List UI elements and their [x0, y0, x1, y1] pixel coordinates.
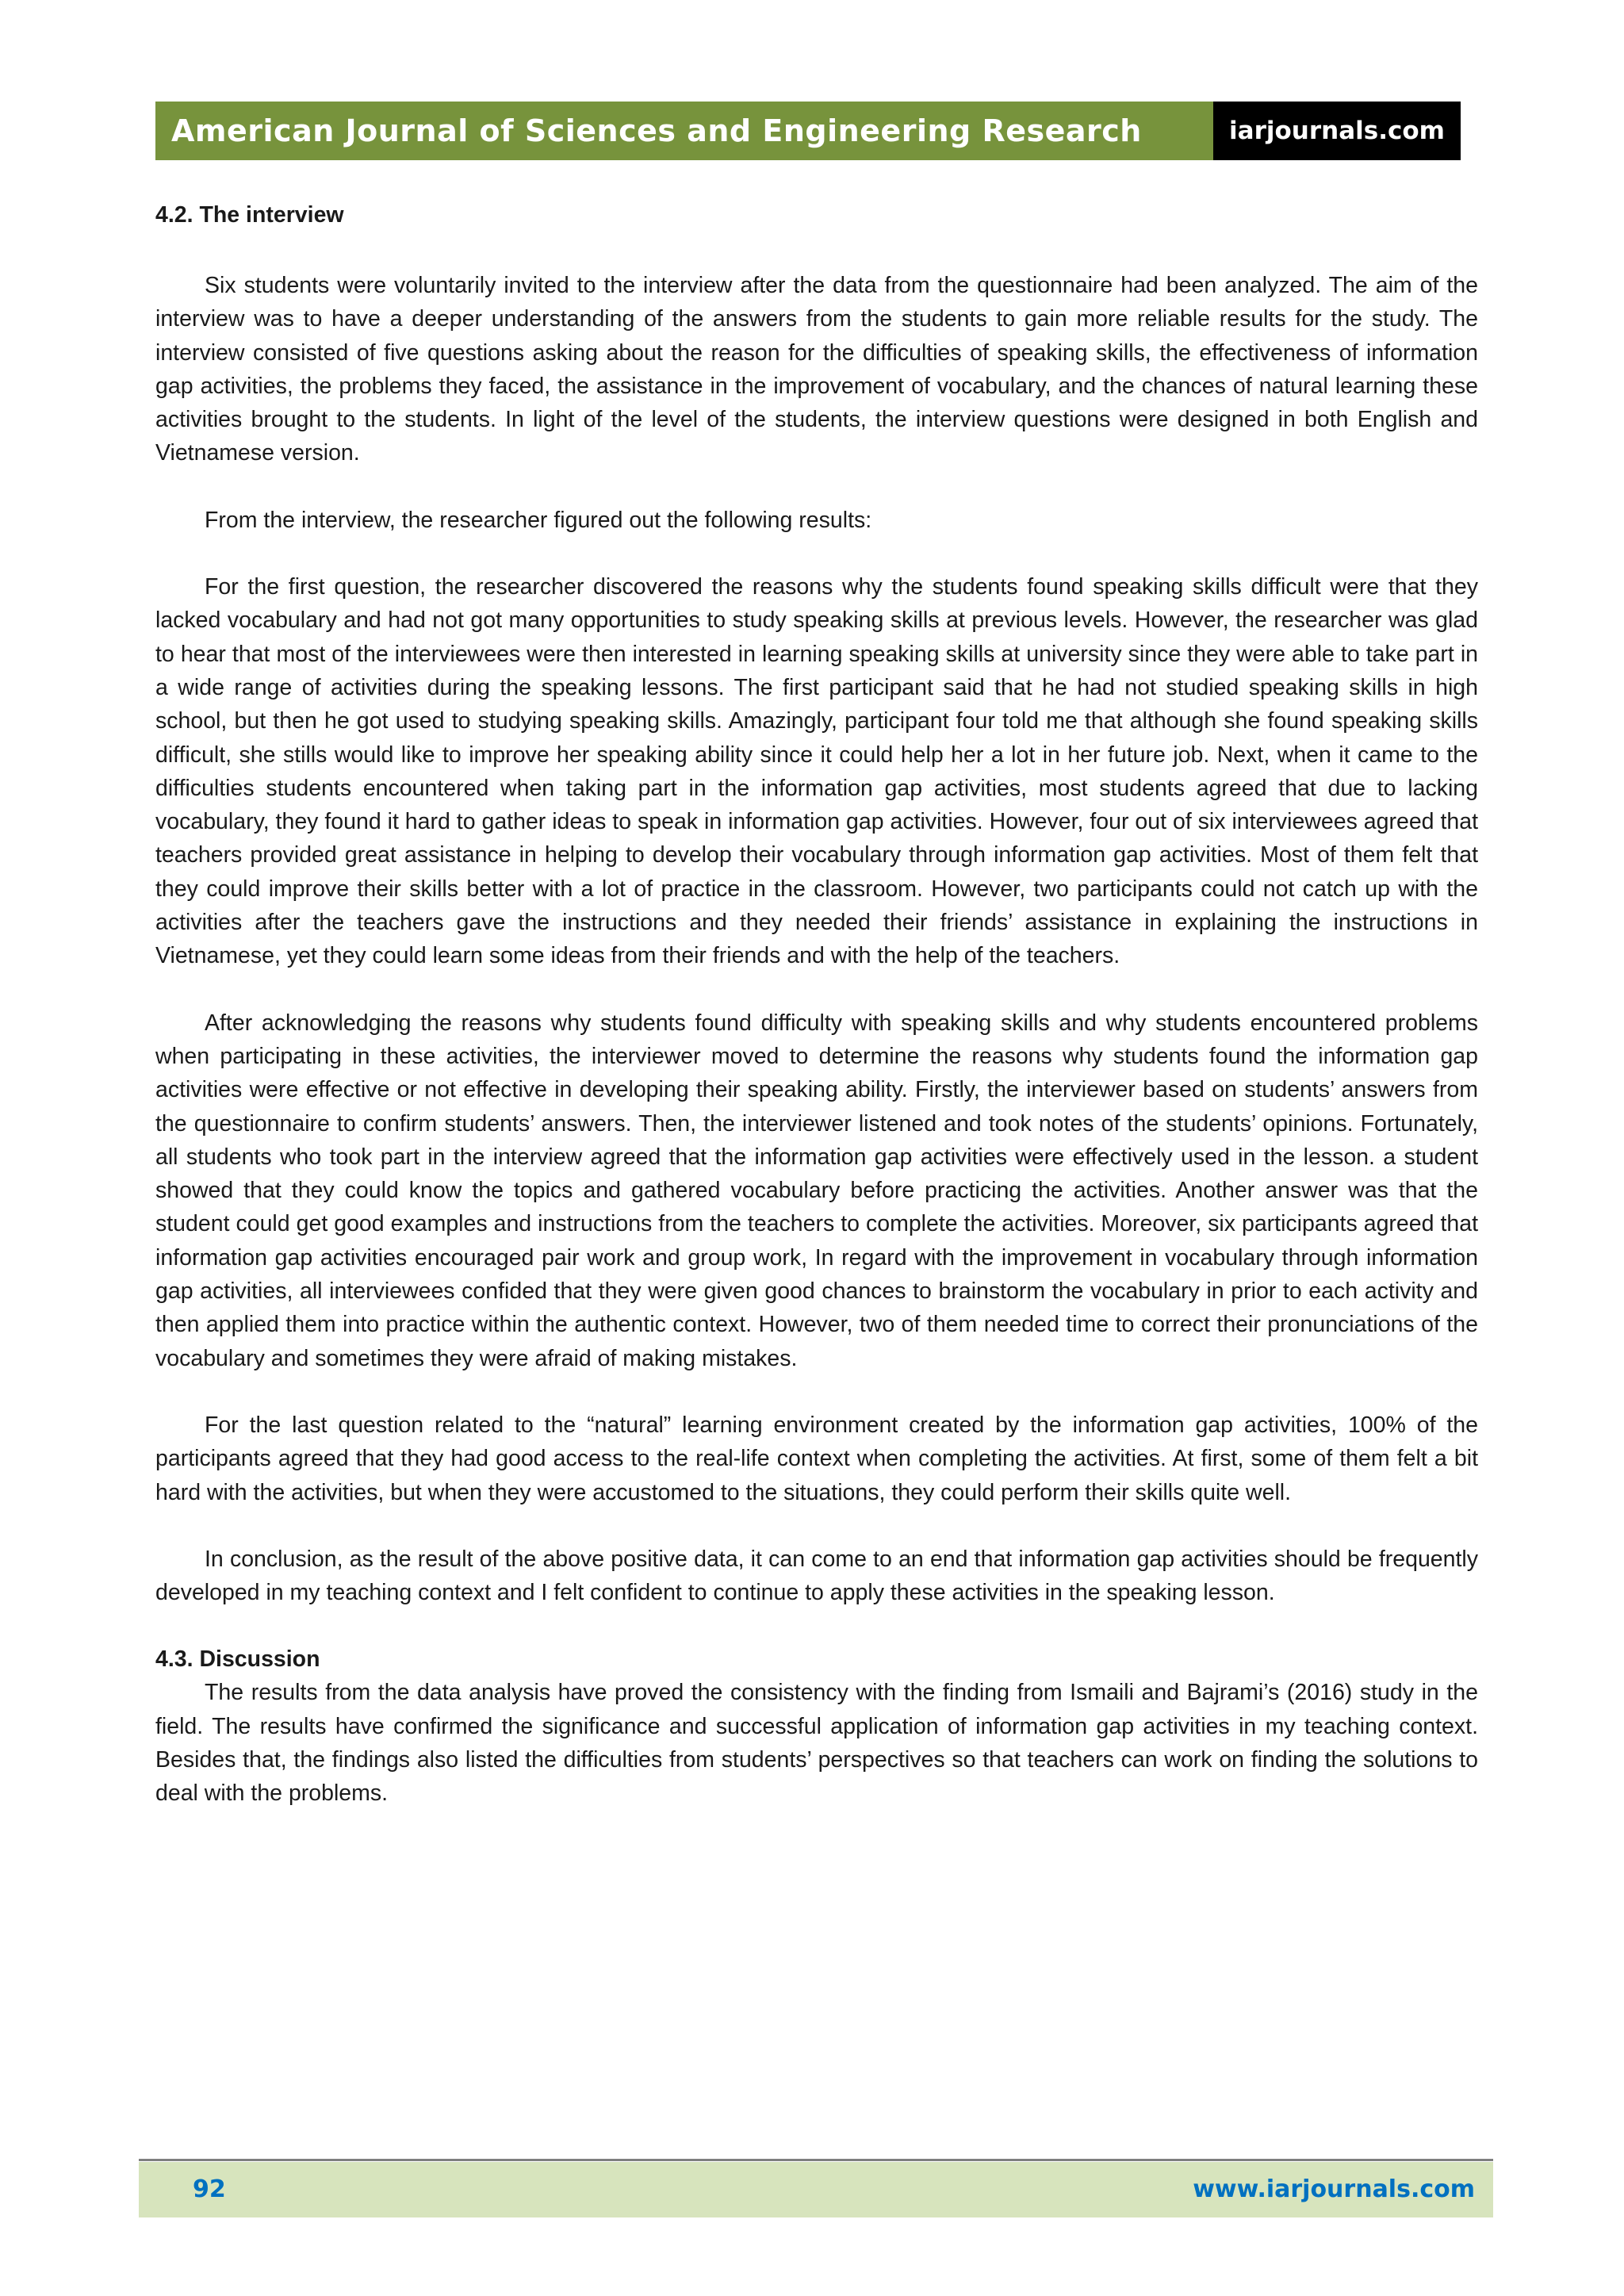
page-number: 92: [193, 2175, 226, 2203]
journal-site-badge: iarjournals.com: [1213, 102, 1461, 160]
paragraph-discussion: The results from the data analysis have proved the consistency with the finding from Ismaili and Bajrami’s (2016) study in the field. The results have confirmed the significance and successful application of information gap activities in my teaching context. Besides that, the findings also listed the difficulties from students’ perspectives so that teachers can work on finding the solutions to deal with the problems.: [155, 1680, 1478, 1807]
footer-site-link[interactable]: www.iarjournals.com: [1193, 2175, 1475, 2203]
paragraph-first-question: For the first question, the researcher discovered the reasons why the students found speaking skills difficult were that they lacked vocabulary and had not got many opportunities to study speaking skills at previous levels. However, the researcher was glad to hear that most of the interviewees were then interested in learning speaking skills at university since they were able to take part in a wide range of activities during the speaking lessons. The first participant said that he had not studied speaking skills in high school, but then he got used to studying speaking skills. Amazingly, participant four told me that although she found speaking skills difficult, she stills would like to improve her speaking ability since it could help her a lot in her future job. Next, when it came to the difficulties students encountered when taking part in the information gap activities, most students agreed that due to lacking vocabulary, they found it hard to gather ideas to speak in information gap activities. However, four out of six interviewees agreed that teachers provided great assistance in helping to develop their vocabulary through information gap activities. Most of them felt that they could improve their skills better with a lot of practice in the classroom. However, two participants could not catch up with the activities after the teachers gave the instructions and they needed their friends’ assistance in explaining the instructions in Vietnamese, yet they could learn some ideas from their friends and with the help of the teachers.: [155, 574, 1478, 969]
paragraph-natural-learning: For the last question related to the “natural” learning environment created by the information gap activities, 100% of the participants agreed that they had good access to the real-life context when completing the activities. At first, some of them felt a bit hard with the activities, but when they were accustomed to the situations, they could perform their skills quite well.: [155, 1412, 1478, 1505]
paragraph-conclusion: In conclusion, as the result of the above positive data, it can come to an end that information gap activities should be frequently developed in my teaching context and I felt confident to continue to apply these activities in the speaking lesson.: [155, 1546, 1478, 1606]
journal-header-bar: [155, 102, 1461, 160]
article-body: [155, 198, 1478, 1811]
journal-title: American Journal of Sciences and Engineering Research: [171, 113, 1142, 148]
footer-bar: [139, 2162, 1493, 2217]
footer-divider: [139, 2159, 1493, 2161]
paragraph-interview-intro: Six students were voluntarily invited to the interview after the data from the questionnaire had been analyzed. The aim of the interview was to have a deeper understanding of the answers from the students to gain more reliable results for the study. The interview consisted of five questions asking about the reason for the difficulties of speaking skills, the effectiveness of information gap activities, the problems they faced, the assistance in the improvement of vocabulary, and the chances of natural learning these activities brought to the students. In light of the level of the students, the interview questions were designed in both English and Vietnamese version.: [155, 273, 1478, 466]
section-heading-discussion: 4.3. Discussion: [155, 1646, 320, 1673]
section-heading-interview: 4.2. The interview: [155, 202, 344, 228]
paragraph-interview-results-lead: From the interview, the researcher figured out the following results:: [205, 507, 872, 533]
paragraph-effectiveness: After acknowledging the reasons why students found difficulty with speaking skills and why students encountered problems when participating in these activities, the interviewer moved to determine the reasons why students found the information gap activities were effective or not effective in developing their speaking ability. Firstly, the interviewer based on students’ answers from the questionnaire to confirm students’ answers. Then, the interviewer listened and took notes of the students’ opinions. Fortunately, all students who took part in the interview agreed that the information gap activities were effectively used in the lesson. a student showed that they could know the topics and gathered vocabulary before practicing the activities. Another answer was that the student could get good examples and instructions from the teachers to complete the activities. Moreover, six participants agreed that information gap activities encouraged pair work and group work, In regard with the improvement in vocabulary through information gap activities, all interviewees confided that they were given good chances to brainstorm the vocabulary in prior to each activity and then applied them into practice within the authentic context. However, two of them needed time to correct their pronunciations of the vocabulary and sometimes they were afraid of making mistakes.: [155, 1010, 1478, 1371]
